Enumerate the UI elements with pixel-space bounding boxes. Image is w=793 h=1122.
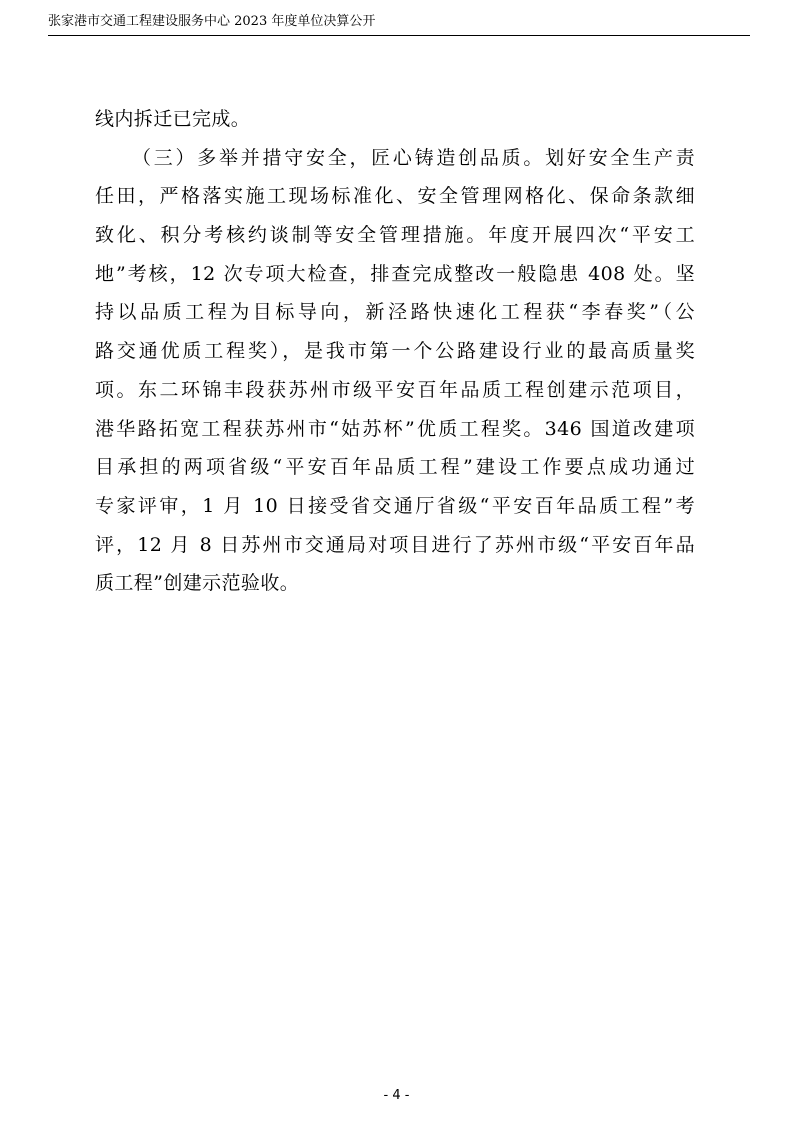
paragraph-line: 持以品质工程为目标导向，新泾路快速化工程获“李春奖”（公: [95, 301, 695, 324]
document-body: [95, 100, 695, 603]
paragraph-line: 线内拆迁已完成。: [95, 108, 251, 130]
paragraph-line: 任田，严格落实施工现场标准化、安全管理网格化、保命条款细: [95, 185, 695, 208]
paragraph-line: （三）多举并措守安全，匠心铸造创品质。划好安全生产责: [132, 146, 695, 169]
paragraph-line: 专家评审，1 月 10 日接受省交通厅省级“平安百年品质工程”考: [95, 494, 695, 517]
paragraph-line: 致化、积分考核约谈制等安全管理措施。年度开展四次“平安工: [95, 224, 695, 247]
paragraph-line: 目承担的两项省级“平安百年品质工程”建设工作要点成功通过: [95, 456, 695, 479]
paragraph-line: 质工程”创建示范验收。: [95, 572, 300, 595]
page-number: - 4 -: [383, 1088, 410, 1103]
paragraph-line: 评，12 月 8 日苏州市交通局对项目进行了苏州市级“平安百年品: [95, 533, 695, 556]
header-divider: [48, 35, 750, 36]
paragraph-line: 港华路拓宽工程获苏州市“姑苏杯”优质工程奖。346 国道改建项: [95, 417, 695, 440]
page-header: 张家港市交通工程建设服务中心 2023 年度单位决算公开: [48, 14, 376, 29]
paragraph-line: 地”考核，12 次专项大检查，排查完成整改一般隐患 408 处。坚: [95, 262, 695, 285]
paragraph-line: 项。东二环锦丰段获苏州市级平安百年品质工程创建示范项目，: [95, 378, 695, 401]
paragraph-line: 路交通优质工程奖），是我市第一个公路建设行业的最高质量奖: [95, 340, 695, 363]
